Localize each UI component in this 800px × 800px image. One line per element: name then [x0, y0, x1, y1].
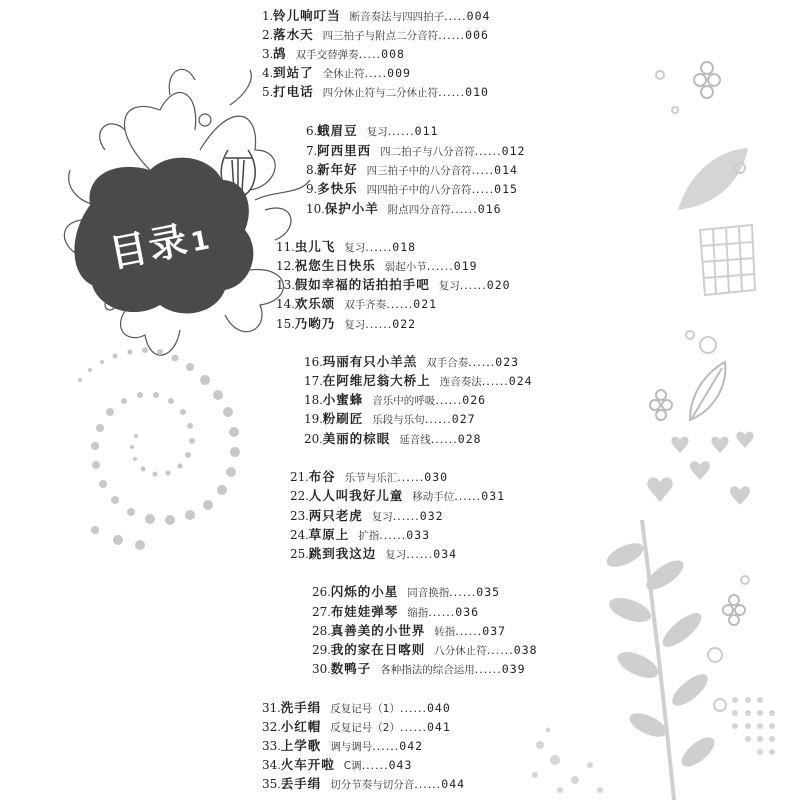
- toc-entry[interactable]: 15.乃哟乃 复习......022: [276, 316, 417, 331]
- toc-entry[interactable]: 9.多快乐 四四拍子中的八分音符.....015: [306, 181, 518, 196]
- toc-entry[interactable]: 12.祝您生日快乐 弱起小节......019: [276, 258, 478, 273]
- toc-entry[interactable]: 3.鸪 双手交替弹奏.....008: [262, 46, 405, 61]
- toc-entry[interactable]: 2.落水天 四三拍子与附点二分音符......006: [262, 27, 489, 42]
- toc-entry[interactable]: 14.欢乐颂 双手齐奏......021: [276, 296, 438, 311]
- toc-entry[interactable]: 4.到站了 全休止符.....009: [262, 65, 411, 80]
- toc-entry[interactable]: 17.在阿维尼翁大桥上 连音奏法......024: [304, 373, 533, 388]
- dot-spiral: [78, 347, 240, 550]
- toc-entry[interactable]: 19.粉刷匠 乐段与乐句......027: [304, 411, 476, 426]
- toc-entry[interactable]: 27.布娃娃弹琴 缩指......036: [312, 604, 480, 619]
- toc-entry[interactable]: 20.美丽的棕眼 延音线......028: [304, 431, 482, 446]
- toc-entry[interactable]: 30.数鸭子 各种指法的综合运用......039: [312, 661, 526, 676]
- toc-entry[interactable]: 28.真善美的小世界 转指......037: [312, 623, 507, 638]
- toc-entry[interactable]: 31.洗手绢 反复记号（1）......040: [262, 700, 451, 715]
- toc-entry[interactable]: 21.布谷 乐节与乐汇......030: [290, 469, 449, 484]
- flower-icon: [650, 62, 745, 625]
- toc-entry[interactable]: 25.跳到我这边 复习......034: [290, 546, 458, 561]
- toc-entry[interactable]: 10.保护小羊 附点四分音符......016: [306, 201, 502, 216]
- toc-entry[interactable]: 26.闪烁的小星 同音换指......035: [312, 584, 501, 599]
- toc-entry[interactable]: 18.小蜜蜂 音乐中的呼吸......026: [304, 392, 487, 407]
- toc-entry[interactable]: 33.上学歌 调与调号......042: [262, 738, 424, 753]
- right-decor: [532, 62, 775, 800]
- toc-entry[interactable]: 32.小红帽 反复记号（2）......041: [262, 719, 451, 734]
- heart-icon: [647, 432, 753, 505]
- leaf-outline-icon: [690, 362, 725, 420]
- toc-heading-volume: 1: [188, 225, 214, 259]
- toc-entry[interactable]: 23.两只老虎 复习......032: [290, 508, 444, 523]
- vine-decor: [603, 520, 719, 800]
- toc-heading-text: 目录: [105, 217, 193, 277]
- toc-entry[interactable]: 13.假如幸福的话拍拍手吧 复习......020: [276, 277, 511, 292]
- leaf-icon: [678, 148, 748, 210]
- grid-pattern: [700, 225, 755, 295]
- toc-entry[interactable]: 22.人人叫我好儿童 移动手位......031: [290, 488, 506, 503]
- toc-entry[interactable]: 7.阿西里西 四二拍子与八分音符......012: [306, 143, 526, 158]
- toc-entry[interactable]: 16.玛丽有只小羊羔 双手合奏......023: [304, 354, 520, 369]
- toc-entry[interactable]: 35.丢手绢 切分节奏与切分音......044: [262, 776, 466, 791]
- toc-entry[interactable]: 5.打电话 四分休止符与二分休止符......010: [262, 84, 489, 99]
- toc-entry[interactable]: 1.铃儿响叮当 断音奏法与四四拍子.....004: [262, 8, 491, 23]
- toc-entry[interactable]: 29.我的家在日喀则 八分休止符......038: [312, 642, 538, 657]
- toc-entry[interactable]: 24.草原上 扩指......033: [290, 527, 431, 542]
- toc-entry[interactable]: 6.蛾眉豆 复习......011: [306, 123, 439, 138]
- toc-entry[interactable]: 8.新年好 四三拍子中的八分音符.....014: [306, 162, 518, 177]
- dot-cluster: [532, 697, 775, 793]
- toc-entry[interactable]: 11.虫儿飞 复习......018: [276, 239, 417, 254]
- toc-entry[interactable]: 34.火车开啦 C调......043: [262, 757, 413, 772]
